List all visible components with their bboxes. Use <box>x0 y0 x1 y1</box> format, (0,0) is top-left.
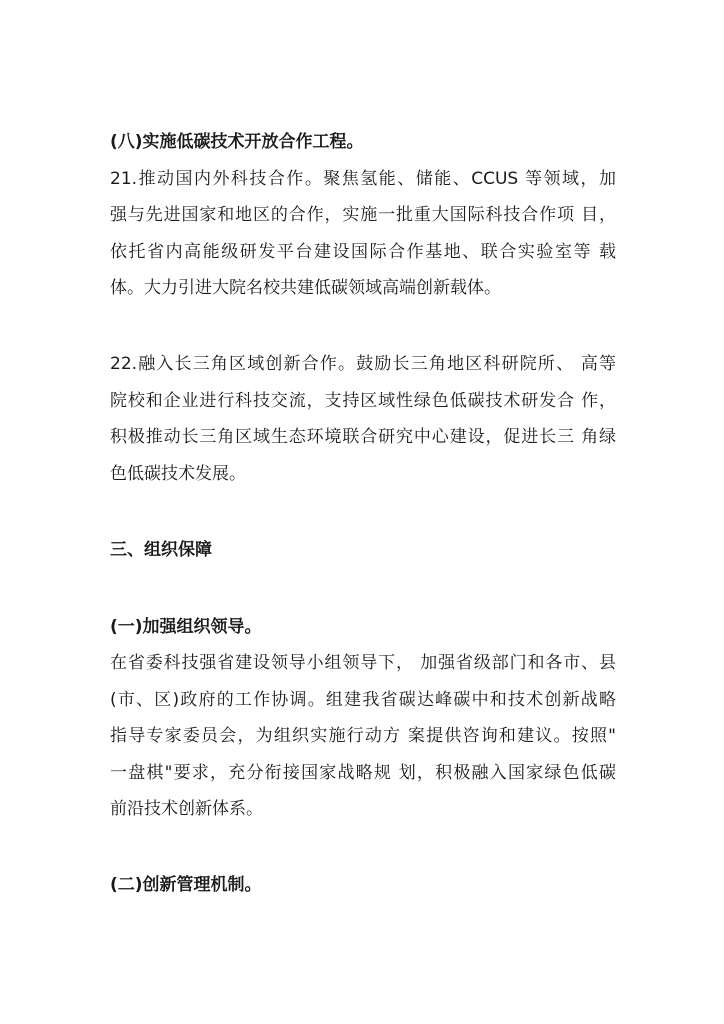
subsection-heading-1: (一)加强组织领导。 <box>110 616 262 637</box>
section-heading-8: (八)实施低碳技术开放合作工程。 <box>110 132 364 152</box>
section-heading-3: 三、组织保障 <box>110 540 212 560</box>
spacer <box>110 828 616 868</box>
paragraph-22-line-1: 22.融入长三角区域创新合作。鼓励长三角地区科研院所、 高等 <box>110 354 616 374</box>
paragraph-21-line-4: 体。大力引进大院名校共建低碳领域高端创新载体。 <box>110 278 501 298</box>
paragraph-21-line-1: 21.推动国内外科技合作。聚焦氢能、储能、CCUS 等领域，加 <box>110 168 616 189</box>
paragraph-22-line-4: 色低碳技术发展。 <box>110 463 246 484</box>
paragraph-22-line-3: 积极推动长三角区域生态环境联合研究中心建设，促进长三 角绿 <box>110 427 616 447</box>
document-body <box>110 124 616 904</box>
spacer <box>110 492 616 532</box>
subsection-heading-2: (二)创新管理机制。 <box>110 875 262 895</box>
spacer <box>110 307 616 347</box>
subsection-1-line-1: 在省委科技强省建设领导小组领导下， 加强省级部门和各市、县 <box>110 653 616 673</box>
paragraph-21-line-2: 强与先进国家和地区的合作，实施一批重大国际科技合作项 目， <box>110 205 616 225</box>
paragraph-21-line-3: 依托省内高能级研发平台建设国际合作基地、联合实验室等 载 <box>110 241 616 262</box>
subsection-1-line-2: (市、区)政府的工作协调。组建我省碳达峰碳中和技术创新战略 <box>110 689 616 710</box>
subsection-1-line-3: 指导专家委员会，为组织实施行动方 案提供咨询和建议。按照" <box>110 726 616 746</box>
paragraph-22-line-2: 院校和企业进行科技交流，支持区域性绿色低碳技术研发合 作， <box>110 390 616 411</box>
subsection-1-line-5: 前沿技术创新体系。 <box>110 799 263 819</box>
spacer <box>110 569 616 609</box>
subsection-1-line-4: 一盘棋"要求，充分衔接国家战略规 划，积极融入国家绿色低碳 <box>110 762 616 783</box>
